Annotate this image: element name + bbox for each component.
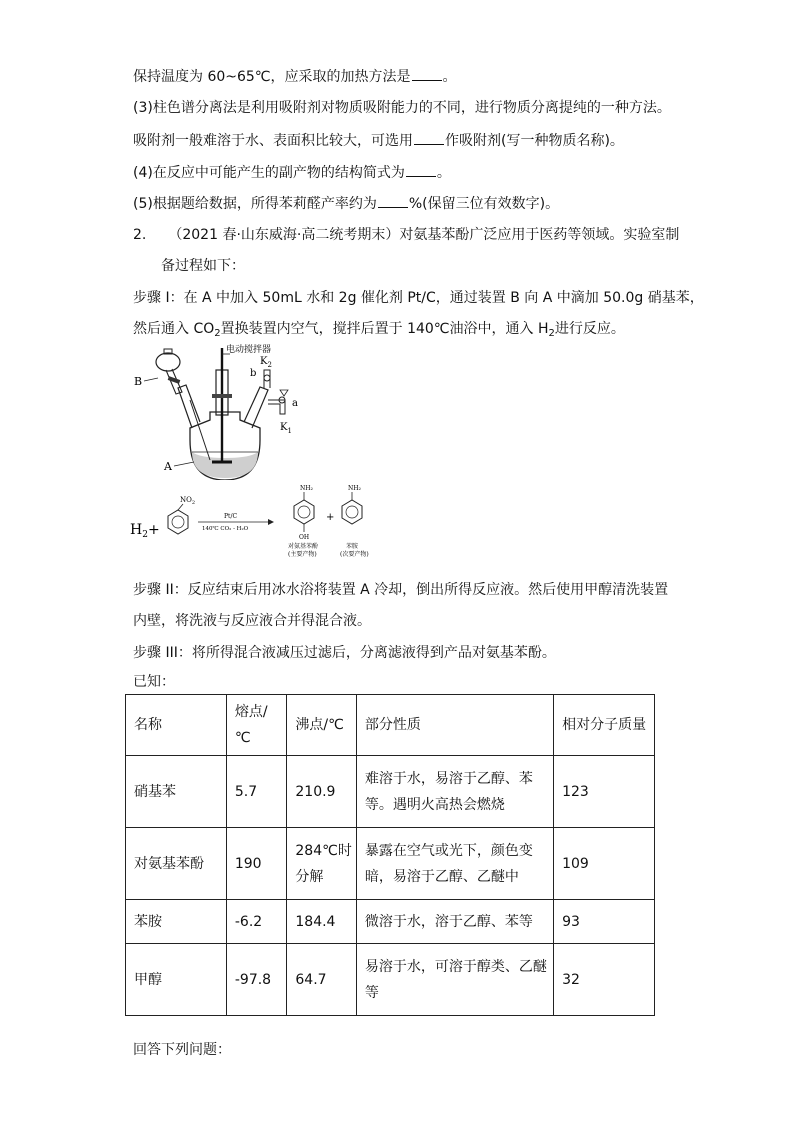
table-header-cell: 沸点/℃: [287, 695, 356, 756]
step-2-line-1: 步骤 II：反应结束后用冰水浴将装置 A 冷却，倒出所得反应液。然后使用甲醇清洗装置: [133, 582, 669, 598]
label-b-port: b: [250, 368, 257, 379]
answer-blank[interactable]: [412, 66, 442, 81]
label-b: B: [134, 375, 143, 388]
table-cell: 对氨基苯酚: [126, 828, 227, 900]
table-row: [126, 756, 655, 828]
table-header-cell: 部分性质: [356, 695, 553, 756]
table-cell: -6.2: [226, 900, 287, 944]
table-header-row: [126, 695, 655, 756]
table-header-cell: 熔点/℃: [226, 695, 287, 756]
table-cell: 109: [554, 828, 655, 900]
product-2-name: 苯胺: [346, 543, 359, 550]
arrow-condition-bottom: 140℃ CO₂ - H₂O: [202, 526, 249, 532]
table-cell: 甲醇: [126, 944, 227, 1016]
question-2-cont: 备过程如下：: [161, 258, 245, 274]
step-2-line-2: 内壁，将洗液与反应液合并得混合液。: [133, 613, 371, 629]
table-cell: 难溶于水，易溶于乙醇、苯等。遇明火高热会燃烧: [356, 756, 553, 828]
question-2-header: 2. （2021 春·山东威海·高二统考期末）对氨基苯酚广泛应用于医药等领域。实验室制: [133, 227, 680, 243]
table-cell: 微溶于水，溶于乙醇、苯等: [356, 900, 553, 944]
line-adsorbent: 吸附剂一般难溶于水、表面积比较大，可选用 作吸附剂(写一种物质名称)。: [133, 130, 624, 151]
amino-group-2: NH₂: [348, 485, 361, 492]
table-cell: 64.7: [287, 944, 356, 1016]
answer-prompt: 回答下列问题：: [133, 1042, 231, 1058]
table-cell: 5.7: [226, 756, 287, 828]
table-row: [126, 944, 655, 1016]
table-cell: 暴露在空气或光下，颜色变暗，易溶于乙醇、乙醚中: [356, 828, 553, 900]
table-header-cell: 相对分子质量: [554, 695, 655, 756]
question-3: (3)柱色谱分离法是利用吸附剂对物质吸附能力的不同，进行物质分离提纯的一种方法。: [133, 100, 671, 116]
step-1-line-2: 然后通入 $CO_2$置换装置内空气，搅拌后置于 140℃油浴中，通入 $H_2$进行反应。: [133, 321, 625, 339]
apparatus-diagram: [120, 340, 310, 480]
table-cell: 93: [554, 900, 655, 944]
plus-sign: +: [326, 512, 335, 523]
product-1-note: (主要产物): [288, 551, 317, 558]
label-k2: $K_2$: [260, 356, 272, 369]
question-5: (5)根据题给数据，所得苯莉醛产率约为 %(保留三位有效数字)。: [133, 193, 559, 214]
table-cell: 123: [554, 756, 655, 828]
table-cell: 32: [554, 944, 655, 1016]
reactant-h2: $H_2+$: [130, 522, 160, 540]
table-cell: 210.9: [287, 756, 356, 828]
table-row: [126, 828, 655, 900]
nitrobenzene-ring: [168, 510, 188, 534]
table-cell: 184.4: [287, 900, 356, 944]
question-4: (4)在反应中可能产生的副产物的结构简式为 。: [133, 162, 451, 183]
label-a: A: [164, 460, 172, 473]
table-header-cell: 名称: [126, 695, 227, 756]
aminophenol-ring: [294, 500, 314, 524]
answer-blank[interactable]: [414, 130, 444, 145]
label-k1: $K_1$: [280, 422, 292, 435]
answer-blank[interactable]: [406, 162, 436, 177]
reaction-equation: [128, 482, 408, 562]
product-2-note: (次要产物): [340, 551, 369, 558]
table-cell: 190: [226, 828, 287, 900]
hydroxyl-group: OH: [299, 534, 310, 541]
aniline-ring: [342, 500, 362, 524]
table-cell: 284℃时分解: [287, 828, 356, 900]
step-3: 步骤 III：将所得混合液减压过滤后，分离滤液得到产品对氨基苯酚。: [133, 645, 556, 661]
flask-liquid: [192, 452, 258, 478]
known-label: 已知：: [133, 674, 175, 690]
table-cell: 硝基苯: [126, 756, 227, 828]
table-cell: 易溶于水，可溶于醇类、乙醚等: [356, 944, 553, 1016]
answer-blank[interactable]: [378, 193, 408, 208]
nitro-group: $NO_2$: [180, 496, 196, 506]
table-cell: -97.8: [226, 944, 287, 1016]
arrow-condition-top: Pt/C: [224, 513, 238, 520]
table-row: [126, 900, 655, 944]
properties-table: [125, 694, 655, 1016]
line-heating-method: 保持温度为 60~65℃，应采取的加热方法是 。: [133, 66, 457, 87]
amino-group-1: NH₂: [300, 485, 313, 492]
funnel-b: [156, 353, 180, 371]
step-1-line-1: 步骤 I：在 A 中加入 50mL 水和 2g 催化剂 Pt/C，通过装置 B 向 A 中滴加 50.0g 硝基苯，: [133, 290, 704, 306]
table-cell: 苯胺: [126, 900, 227, 944]
stirrer-label: 电动搅拌器: [226, 345, 272, 355]
product-1-name: 对氨基苯酚: [288, 543, 319, 550]
label-a-port: a: [292, 398, 298, 409]
